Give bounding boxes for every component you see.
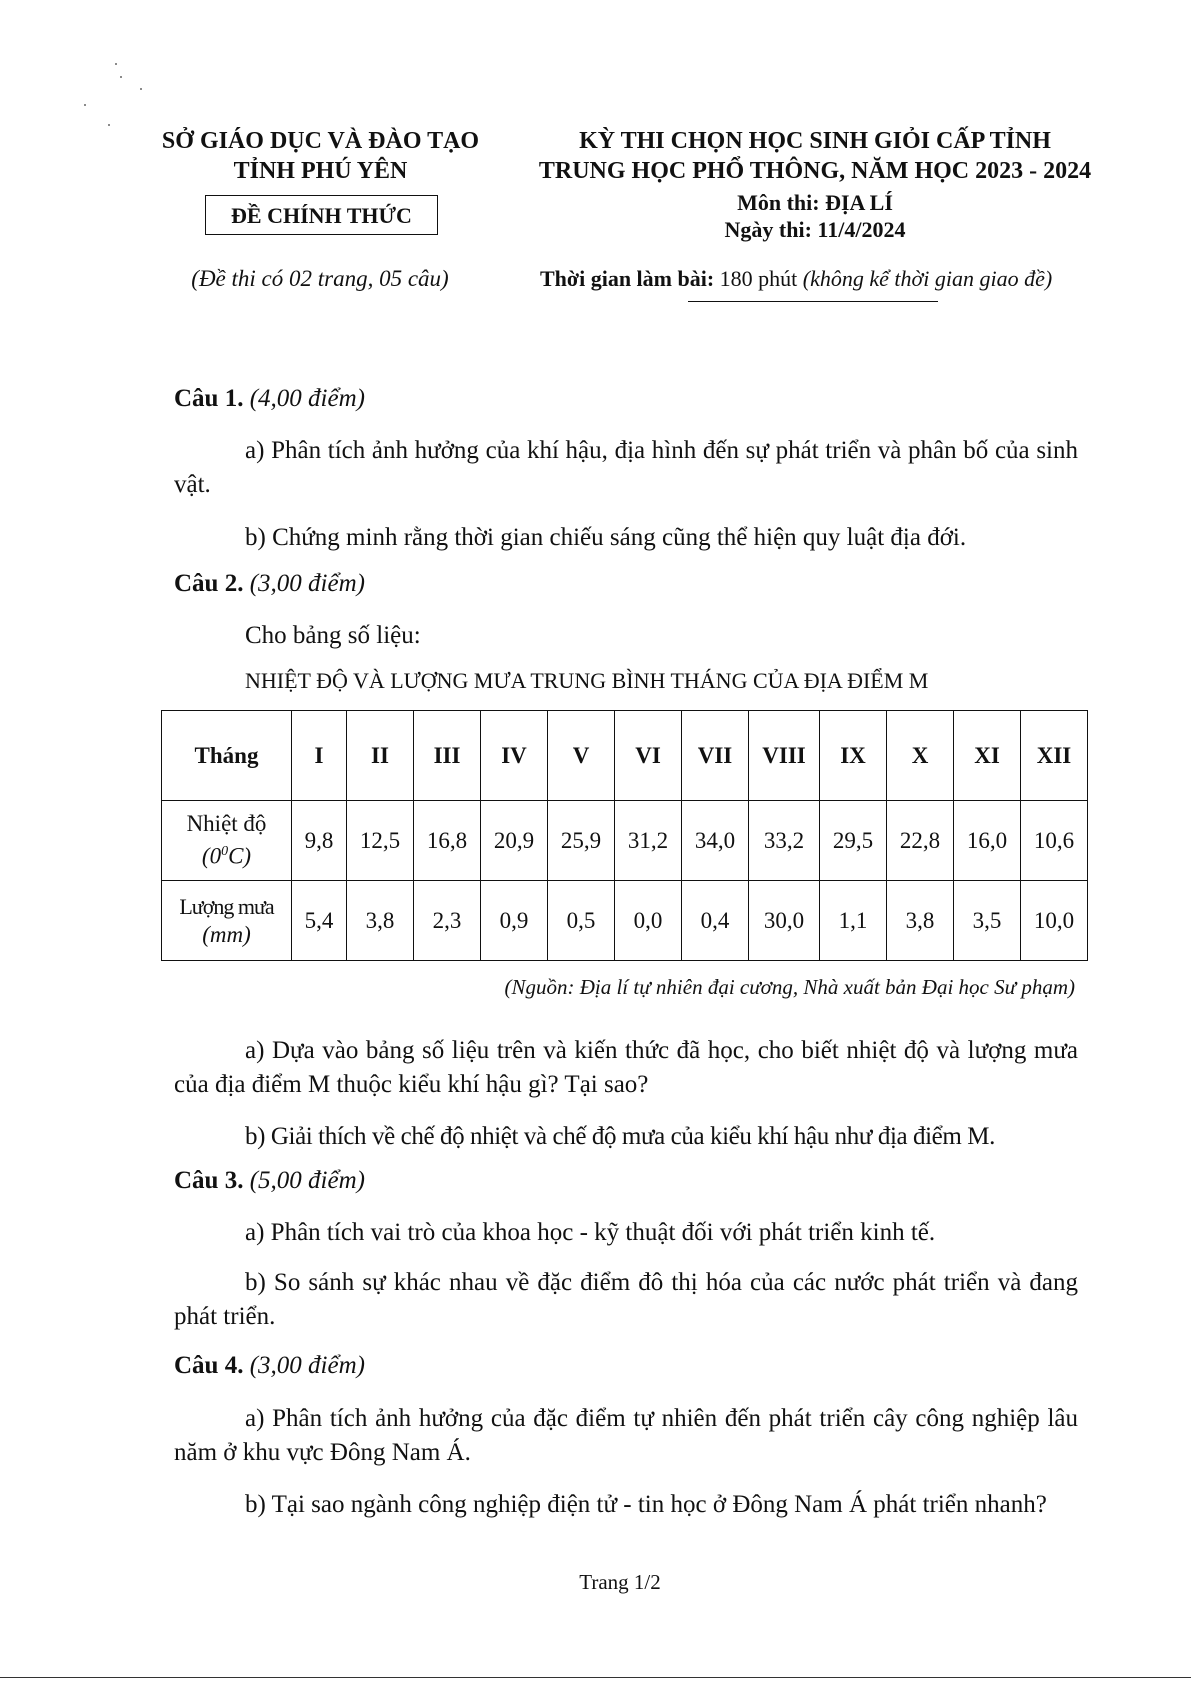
month-header: Tháng xyxy=(162,711,292,801)
exam-title: KỲ THI CHỌN HỌC SINH GIỎI CẤP TỈNH xyxy=(579,128,1051,154)
duration-label: Thời gian làm bài: xyxy=(540,266,715,291)
rainfall-cell: 5,4 xyxy=(292,881,347,961)
month-cell: III xyxy=(414,711,481,801)
exam-subject: Môn thi: ĐỊA LÍ xyxy=(737,190,893,215)
temperature-cell: 33,2 xyxy=(749,801,820,881)
temperature-cell: 10,6 xyxy=(1021,801,1088,881)
month-cell: IX xyxy=(820,711,887,801)
rainfall-cell: 10,0 xyxy=(1021,881,1088,961)
question-points: (4,00 điểm) xyxy=(243,385,365,412)
question-2-heading xyxy=(174,570,365,598)
exam-duration xyxy=(540,266,1130,292)
temperature-cell: 25,9 xyxy=(548,801,615,881)
temperature-cell: 31,2 xyxy=(615,801,682,881)
rainfall-cell: 2,3 xyxy=(414,881,481,961)
degree-sup: 0 xyxy=(221,844,229,860)
month-cell: X xyxy=(887,711,954,801)
temperature-cell: 34,0 xyxy=(682,801,749,881)
temperature-cell: 12,5 xyxy=(347,801,414,881)
month-cell: XI xyxy=(954,711,1021,801)
temperature-label-text: Nhiệt độ xyxy=(186,811,267,837)
rainfall-cell: 0,0 xyxy=(615,881,682,961)
month-cell: VIII xyxy=(749,711,820,801)
question-1-part-a: a) Phân tích ảnh hưởng của khí hậu, địa hình đến sự phát triển và phân bố của sinh vật. xyxy=(174,437,1078,498)
question-points: (3,00 điểm) xyxy=(243,1352,365,1379)
rainfall-unit: (mm) xyxy=(202,921,251,947)
temperature-unit: $(0^0C)$ xyxy=(201,843,252,869)
question-title: Câu 3. xyxy=(174,1167,244,1194)
question-title: Câu 2. xyxy=(174,570,244,597)
temperature-row xyxy=(162,801,1088,881)
scan-speck xyxy=(108,124,110,126)
question-points: (3,00 điểm) xyxy=(243,570,365,597)
month-cell: IV xyxy=(481,711,548,801)
scan-speck xyxy=(140,88,142,90)
month-cell: V xyxy=(548,711,615,801)
question-2-part-a: a) Dựa vào bảng số liệu trên và kiến thức đã học, cho biết nhiệt độ và lượng mưa của địa điểm M thuộc kiểu khí hậu gì? Tại sao? xyxy=(174,1037,1078,1098)
table-source: (Nguồn: Địa lí tự nhiên đại cương, Nhà xuất bản Đại học Sư phạm) xyxy=(504,975,1075,999)
question-title: Câu 4. xyxy=(174,1352,244,1379)
temperature-cell: 16,8 xyxy=(414,801,481,881)
month-cell: VII xyxy=(682,711,749,801)
month-cell: I xyxy=(292,711,347,801)
climate-data-table xyxy=(161,710,1088,961)
month-cell: II xyxy=(347,711,414,801)
month-cell: VI xyxy=(615,711,682,801)
table-header-row xyxy=(162,711,1088,801)
temperature-label xyxy=(162,801,292,881)
question-3-heading xyxy=(174,1167,365,1195)
table-title: NHIỆT ĐỘ VÀ LƯỢNG MƯA TRUNG BÌNH THÁNG CỦA ĐỊA ĐIỂM M xyxy=(245,668,929,693)
rainfall-cell: 0,5 xyxy=(548,881,615,961)
rainfall-label xyxy=(162,881,292,961)
table-intro: Cho bảng số liệu: xyxy=(245,622,421,649)
page-number: Trang 1/2 xyxy=(579,1570,661,1594)
rainfall-cell: 0,4 xyxy=(682,881,749,961)
department-name: SỞ GIÁO DỤC VÀ ĐÀO TẠO xyxy=(161,128,480,154)
temperature-cell: 9,8 xyxy=(292,801,347,881)
exam-date: Ngày thi: 11/4/2024 xyxy=(724,217,906,242)
temperature-cell: 22,8 xyxy=(887,801,954,881)
question-3-part-a: a) Phân tích vai trò của khoa học - kỹ thuật đối với phát triển kinh tế. xyxy=(245,1219,936,1246)
question-2-part-b: b) Giải thích về chế độ nhiệt và chế độ mưa của kiểu khí hậu như địa điểm M. xyxy=(245,1123,995,1150)
rainfall-cell: 3,8 xyxy=(887,881,954,961)
question-3-part-b: b) So sánh sự khác nhau về đặc điểm đô thị hóa của các nước phát triển và đang phát triển. xyxy=(174,1269,1078,1330)
duration-note: (không kể thời gian giao đề) xyxy=(802,266,1053,291)
rainfall-cell: 30,0 xyxy=(749,881,820,961)
scan-speck xyxy=(115,63,117,65)
question-1-part-b: b) Chứng minh rằng thời gian chiếu sáng cũng thể hiện quy luật địa đới. xyxy=(245,524,967,551)
rainfall-cell: 3,8 xyxy=(347,881,414,961)
question-points: (5,00 điểm) xyxy=(243,1167,365,1194)
temperature-cell: 20,9 xyxy=(481,801,548,881)
province-name: TỈNH PHÚ YÊN xyxy=(233,158,408,184)
question-title: Câu 1. xyxy=(174,385,244,412)
exam-subtitle: TRUNG HỌC PHỔ THÔNG, NĂM HỌC 2023 - 2024 xyxy=(538,158,1092,184)
rainfall-cell: 1,1 xyxy=(820,881,887,961)
header-divider xyxy=(688,301,938,302)
duration-value: 180 phút xyxy=(714,266,803,291)
scan-bottom-edge xyxy=(0,1677,1191,1678)
official-exam-box: ĐỀ CHÍNH THỨC xyxy=(205,195,438,235)
question-1-heading xyxy=(174,385,365,413)
scan-speck xyxy=(84,104,86,106)
question-4-part-a: a) Phân tích ảnh hưởng của đặc điểm tự nhiên đến phát triển cây công nghiệp lâu năm ở khu vực Đông Nam Á. xyxy=(174,1405,1078,1466)
temperature-cell: 16,0 xyxy=(954,801,1021,881)
rainfall-cell: 3,5 xyxy=(954,881,1021,961)
pages-note: (Đề thi có 02 trang, 05 câu) xyxy=(191,266,449,291)
rainfall-cell: 0,9 xyxy=(481,881,548,961)
question-4-heading xyxy=(174,1352,365,1380)
scan-speck xyxy=(120,76,122,78)
rainfall-label-text: Lượng mưa xyxy=(179,893,274,919)
rainfall-row xyxy=(162,881,1088,961)
month-cell: XII xyxy=(1021,711,1088,801)
temperature-cell: 29,5 xyxy=(820,801,887,881)
question-4-part-b: b) Tại sao ngành công nghiệp điện tử - tin học ở Đông Nam Á phát triển nhanh? xyxy=(245,1491,1047,1518)
